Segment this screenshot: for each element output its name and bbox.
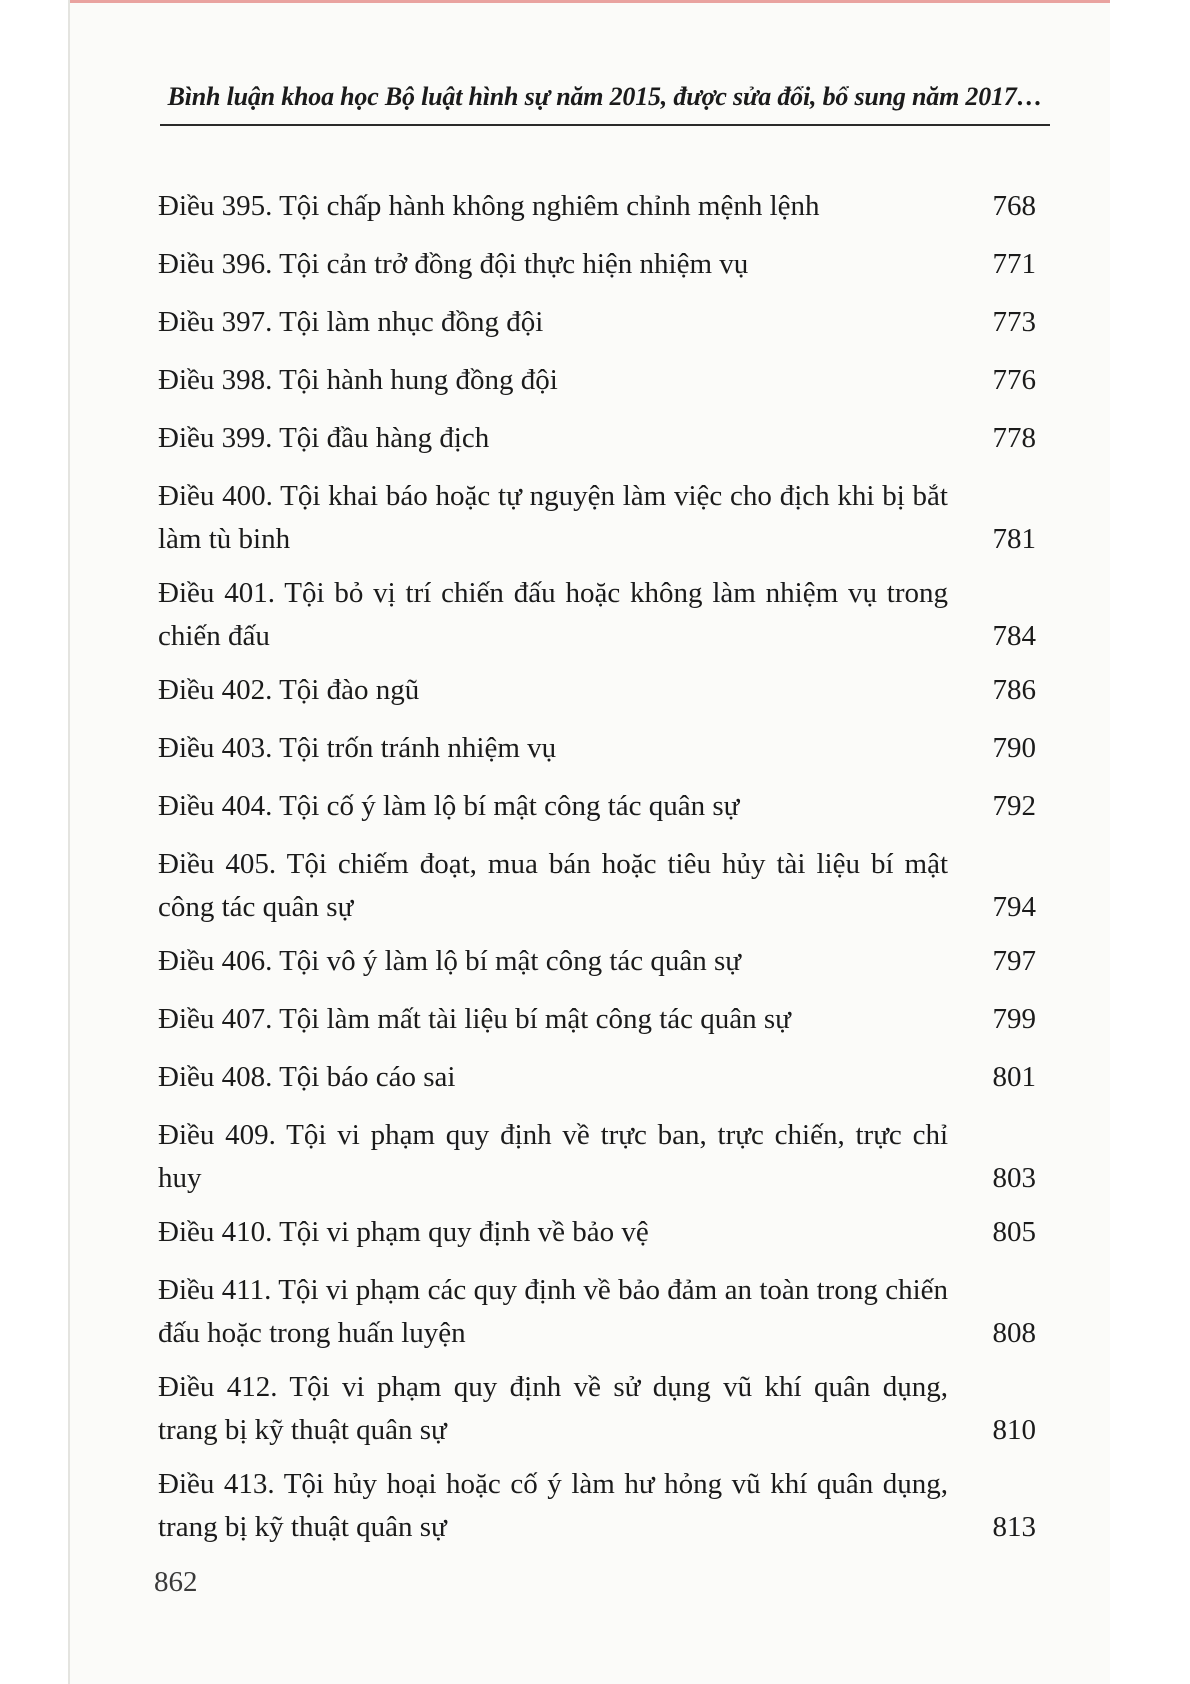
toc-entry[interactable] [158, 243, 1040, 286]
toc-entry-title: Điều 407. Tội làm mất tài liệu bí mật công tác quân sự [158, 1003, 791, 1035]
toc-entry-title: Điều 396. Tội cản trở đồng đội thực hiện nhiệm vụ [158, 248, 749, 280]
toc-entry-title: Điều 405. Tội chiếm đoạt, mua bán hoặc tiêu hủy tài liệu bí mật công tác quân sự [158, 848, 948, 923]
toc-entry-page: 801 [992, 1061, 1036, 1093]
toc-entry[interactable] [158, 1269, 1040, 1355]
page-edge-left [68, 0, 70, 1684]
toc-entry-page: 813 [992, 1511, 1036, 1543]
toc-entry[interactable] [158, 1366, 1040, 1452]
toc-entry-title: Điều 406. Tội vô ý làm lộ bí mật công tác quân sự [158, 945, 742, 977]
toc-entry-title: Điều 409. Tội vi phạm quy định về trực ban, trực chiến, trực chỉ huy [158, 1119, 948, 1194]
toc-entry-title: Điều 395. Tội chấp hành không nghiêm chỉnh mệnh lệnh [158, 190, 820, 222]
toc-entry-title: Điều 400. Tội khai báo hoặc tự nguyện làm việc cho địch khi bị bắt làm tù binh [158, 480, 948, 555]
toc-entry-title: Điều 413. Tội hủy hoại hoặc cố ý làm hư hỏng vũ khí quân dụng, trang bị kỹ thuật quân sự [158, 1468, 948, 1543]
toc-entry-page: 778 [992, 422, 1036, 454]
toc-entry[interactable] [158, 1056, 1040, 1099]
toc-entry-page: 786 [992, 674, 1036, 706]
toc-entry[interactable] [158, 185, 1040, 228]
toc-entry-page: 799 [992, 1003, 1036, 1035]
toc-entry-page: 803 [992, 1162, 1036, 1194]
toc-entry-page: 771 [992, 248, 1036, 280]
toc-entry[interactable] [158, 301, 1040, 344]
toc-entry-page: 810 [992, 1414, 1036, 1446]
table-of-contents [158, 185, 1040, 1560]
toc-entry-title: Điều 408. Tội báo cáo sai [158, 1061, 456, 1093]
toc-entry-page: 776 [992, 364, 1036, 396]
toc-entry-title: Điều 404. Tội cố ý làm lộ bí mật công tác quân sự [158, 790, 740, 822]
toc-entry[interactable] [158, 940, 1040, 983]
header-rule [160, 124, 1050, 126]
toc-entry-page: 797 [992, 945, 1036, 977]
toc-entry[interactable] [158, 359, 1040, 402]
toc-entry[interactable] [158, 998, 1040, 1041]
toc-entry[interactable] [158, 1114, 1040, 1200]
toc-entry-title: Điều 397. Tội làm nhục đồng đội [158, 306, 544, 338]
running-header: Bình luận khoa học Bộ luật hình sự năm 2015, được sửa đổi, bổ sung năm 2017… [167, 82, 1043, 111]
toc-entry-title: Điều 402. Tội đào ngũ [158, 674, 420, 706]
toc-entry-page: 805 [992, 1216, 1036, 1248]
toc-entry[interactable] [158, 1463, 1040, 1549]
toc-entry-title: Điều 412. Tội vi phạm quy định về sử dụng vũ khí quân dụng, trang bị kỹ thuật quân sự [158, 1371, 948, 1446]
toc-entry[interactable] [158, 727, 1040, 770]
toc-entry-title: Điều 398. Tội hành hung đồng đội [158, 364, 558, 396]
toc-entry-title: Điều 403. Tội trốn tránh nhiệm vụ [158, 732, 557, 764]
toc-entry-page: 784 [992, 620, 1036, 652]
toc-entry[interactable] [158, 417, 1040, 460]
toc-entry-page: 790 [992, 732, 1036, 764]
toc-entry-page: 794 [992, 891, 1036, 923]
toc-entry-page: 768 [992, 190, 1036, 222]
page-number: 862 [154, 1566, 198, 1598]
toc-entry-title: Điều 399. Tội đầu hàng địch [158, 422, 490, 454]
toc-entry-page: 773 [992, 306, 1036, 338]
toc-entry[interactable] [158, 475, 1040, 561]
toc-entry-title: Điều 411. Tội vi phạm các quy định về bảo đảm an toàn trong chiến đấu hoặc trong huấn luyện [158, 1274, 948, 1349]
toc-entry-page: 792 [992, 790, 1036, 822]
toc-entry-title: Điều 410. Tội vi phạm quy định về bảo vệ [158, 1216, 649, 1248]
toc-entry-title: Điều 401. Tội bỏ vị trí chiến đấu hoặc không làm nhiệm vụ trong chiến đấu [158, 577, 948, 652]
toc-entry[interactable] [158, 843, 1040, 929]
toc-entry[interactable] [158, 1211, 1040, 1254]
toc-entry[interactable] [158, 785, 1040, 828]
toc-entry[interactable] [158, 572, 1040, 658]
toc-entry-page: 808 [992, 1317, 1036, 1349]
toc-entry[interactable] [158, 669, 1040, 712]
page-edge-top [70, 0, 1110, 3]
toc-entry-page: 781 [992, 523, 1036, 555]
